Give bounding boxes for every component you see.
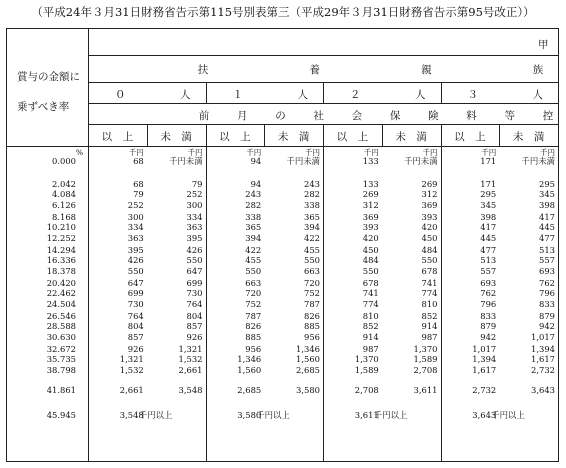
bracket-over: 269 xyxy=(362,189,379,200)
rate-value: 45.945 xyxy=(46,410,76,420)
page-title: （平成24年３月31日財務省告示第115号別表第三（平成29年３月31日財務省告示第95号改正）） xyxy=(31,5,535,19)
bracket-limit: 3,611 xyxy=(354,410,379,420)
bracket-over: 2,685 xyxy=(237,385,262,395)
bracket-limit: 171 xyxy=(480,156,497,166)
bracket-over: 914 xyxy=(362,331,379,342)
bracket-over: 338 xyxy=(245,212,262,222)
bracket-under: 796 xyxy=(539,288,555,299)
header-bottom-rule xyxy=(7,146,558,147)
bracket-over: 879 xyxy=(480,321,497,332)
rate-value: 22.462 xyxy=(46,288,76,299)
bracket-over: 422 xyxy=(245,245,262,255)
bracket-under: 826 xyxy=(304,311,320,321)
rate-value: 30.630 xyxy=(46,331,76,342)
bracket-under: 810 xyxy=(421,298,438,309)
bracket-over: 2,708 xyxy=(354,385,379,395)
bracket-label: 千円以上 xyxy=(373,410,408,420)
rate-value: 14.294 xyxy=(46,245,76,255)
bracket-under: 3,643 xyxy=(531,385,555,395)
bracket-under: 550 xyxy=(421,255,438,266)
bracket-under: 557 xyxy=(539,255,555,266)
bracket-under: 1,017 xyxy=(531,331,555,342)
dependents-heading: 養 xyxy=(309,64,320,76)
bracket-under: 395 xyxy=(186,232,203,243)
rate-value: 8.168 xyxy=(52,212,76,222)
bracket-over: 741 xyxy=(362,288,379,299)
rate-value: 10.210 xyxy=(46,222,76,233)
dependent-count: １ xyxy=(232,89,243,101)
bracket-under: 3,611 xyxy=(413,385,438,395)
bracket-over: 987 xyxy=(362,344,379,354)
bracket-under: 455 xyxy=(304,245,320,255)
bracket-over: 1,560 xyxy=(237,364,262,375)
bracket-over: 2,732 xyxy=(472,385,497,395)
thousand-yen-unit: 千円 xyxy=(128,148,144,157)
dependent-count: ０ xyxy=(115,89,126,101)
deduction-basis-heading: 前 xyxy=(198,110,210,122)
bracket-limit: 94 xyxy=(250,156,262,166)
bracket-over: 557 xyxy=(480,265,497,276)
bracket-limit: 3,548 xyxy=(119,410,144,420)
bracket-under: 852 xyxy=(421,311,438,321)
bracket-over: 513 xyxy=(480,255,497,266)
bracket-under: 857 xyxy=(186,321,203,332)
rate-value: 4.084 xyxy=(52,189,76,200)
dependent-count: ２ xyxy=(350,89,361,101)
bracket-over: 693 xyxy=(480,278,497,288)
bracket-over: 1,370 xyxy=(354,354,379,365)
dependents-heading: 扶 xyxy=(197,64,209,76)
bracket-over: 484 xyxy=(362,255,379,266)
bracket-over: 334 xyxy=(127,222,144,233)
bracket-over: 79 xyxy=(133,189,144,200)
column-group-label: 甲 xyxy=(538,39,549,51)
bracket-under: 1,617 xyxy=(531,354,555,365)
bracket-under: 741 xyxy=(421,278,438,288)
bracket-over: 68 xyxy=(133,179,144,189)
rate-value: 28.588 xyxy=(46,321,76,332)
bracket-limit: 3,643 xyxy=(472,410,497,420)
bracket-over: 833 xyxy=(480,311,497,321)
count-divider xyxy=(206,82,207,103)
bracket-under: 445 xyxy=(539,222,555,233)
thousand-yen-unit: 千円 xyxy=(363,148,379,157)
deduction-basis-heading: 保 xyxy=(389,110,401,122)
bracket-over: 826 xyxy=(245,321,262,332)
bracket-under: 762 xyxy=(539,278,555,288)
rate-value: 32.672 xyxy=(46,344,76,354)
header-rule xyxy=(88,55,558,56)
deduction-basis-heading: 料 xyxy=(466,110,477,122)
bracket-over: 787 xyxy=(245,311,262,321)
bracket-over: 252 xyxy=(127,199,144,210)
bracket-under: 926 xyxy=(186,331,203,342)
over-label: 以 上 xyxy=(219,131,251,143)
bracket-under: 365 xyxy=(304,212,320,222)
thousand-yen-unit: 千円 xyxy=(246,148,262,157)
bracket-under: 1,394 xyxy=(531,344,555,354)
bracket-under: 269 xyxy=(421,179,438,189)
bracket-under: 422 xyxy=(304,232,320,243)
bracket-under: 477 xyxy=(539,232,555,243)
bracket-over: 455 xyxy=(245,255,262,266)
bracket-over: 647 xyxy=(127,278,144,288)
dependents-heading: 族 xyxy=(532,64,544,76)
bracket-under: 282 xyxy=(304,189,320,200)
bracket-limit: 3,580 xyxy=(237,410,262,420)
rate-value: 41.861 xyxy=(46,385,76,395)
bracket-over: 550 xyxy=(362,265,379,276)
rate-value: 6.126 xyxy=(52,199,76,210)
tax-table xyxy=(6,28,559,462)
bracket-under: 338 xyxy=(304,199,320,210)
rate-value: 20.420 xyxy=(46,278,76,288)
dependent-count: ３ xyxy=(467,89,478,101)
bracket-under: 420 xyxy=(421,222,438,233)
bracket-over: 477 xyxy=(480,245,497,255)
bracket-under: 295 xyxy=(539,179,555,189)
bracket-under: 1,346 xyxy=(296,344,320,354)
bracket-limit: 133 xyxy=(362,156,379,166)
bracket-label: 千円未満 xyxy=(286,156,320,166)
bracket-over: 345 xyxy=(480,199,497,210)
over-label: 以 上 xyxy=(336,131,369,143)
bracket-label: 千円未満 xyxy=(404,156,438,166)
bracket-over: 663 xyxy=(245,278,262,288)
bracket-under: 678 xyxy=(421,265,438,276)
under-label: 未 満 xyxy=(160,131,192,143)
bracket-over: 365 xyxy=(245,222,262,233)
bracket-over: 942 xyxy=(480,331,497,342)
bracket-under: 663 xyxy=(304,265,320,276)
bracket-under: 550 xyxy=(186,255,203,266)
bracket-label: 千円以上 xyxy=(256,410,290,420)
rate-value: 12.252 xyxy=(46,232,76,243)
deduction-basis-heading: 控 xyxy=(542,110,554,122)
rate-value: 16.336 xyxy=(46,255,76,266)
bracket-under: 484 xyxy=(421,245,438,255)
bracket-over: 956 xyxy=(245,344,262,354)
bracket-over: 764 xyxy=(127,311,144,321)
bracket-over: 295 xyxy=(480,189,497,200)
bracket-under: 363 xyxy=(186,222,203,233)
rate-value: 18.378 xyxy=(46,265,76,276)
bracket-under: 550 xyxy=(304,255,320,266)
bracket-over: 885 xyxy=(245,331,262,342)
bracket-under: 879 xyxy=(539,311,555,321)
bracket-under: 252 xyxy=(186,189,203,200)
bracket-over: 1,017 xyxy=(472,344,497,354)
bracket-under: 833 xyxy=(539,298,555,309)
bracket-under: 1,532 xyxy=(178,354,203,365)
bracket-over: 398 xyxy=(480,212,497,222)
bracket-under: 804 xyxy=(186,311,203,321)
bracket-under: 450 xyxy=(421,232,438,243)
bracket-under: 942 xyxy=(539,321,555,332)
bracket-under: 1,370 xyxy=(413,344,438,354)
bracket-over: 395 xyxy=(127,245,144,255)
bracket-under: 2,685 xyxy=(296,364,320,375)
bracket-limit: 68 xyxy=(133,156,144,166)
bracket-under: 312 xyxy=(421,189,438,200)
bracket-over: 796 xyxy=(480,298,497,309)
bracket-over: 445 xyxy=(480,232,497,243)
bracket-over: 1,346 xyxy=(237,354,262,365)
bracket-over: 282 xyxy=(245,199,262,210)
deduction-basis-heading: 険 xyxy=(428,110,439,122)
row-label-line1: 賞与の金額に xyxy=(17,71,80,83)
bracket-label: 千円未満 xyxy=(169,156,203,166)
header-rule xyxy=(88,103,558,104)
deduction-basis-heading: の xyxy=(275,110,286,122)
bracket-over: 926 xyxy=(127,344,144,354)
percent-unit: % xyxy=(76,148,84,157)
bracket-under: 720 xyxy=(304,278,320,288)
row-label-line2: 乗ずべき率 xyxy=(17,101,70,113)
dependent-count-unit: 人 xyxy=(532,89,543,101)
bracket-over: 1,394 xyxy=(472,354,497,365)
bracket-under: 394 xyxy=(304,222,320,233)
bracket-label: 千円以上 xyxy=(491,410,525,420)
bracket-over: 171 xyxy=(480,179,497,189)
bracket-over: 730 xyxy=(127,298,144,309)
rate-value: 35.735 xyxy=(46,354,76,365)
bracket-over: 752 xyxy=(245,298,262,309)
bracket-over: 1,321 xyxy=(119,354,144,365)
dependent-count-unit: 人 xyxy=(297,89,308,101)
thousand-yen-unit: 千円 xyxy=(481,148,497,157)
bracket-over: 550 xyxy=(127,265,144,276)
bracket-under: 513 xyxy=(539,245,555,255)
bracket-over: 1,589 xyxy=(354,364,379,375)
bracket-under: 2,661 xyxy=(178,364,203,375)
bracket-over: 678 xyxy=(362,278,379,288)
bracket-under: 647 xyxy=(186,265,203,276)
thousand-yen-unit: 千円 xyxy=(540,148,555,157)
under-label: 未 満 xyxy=(395,131,427,143)
over-label: 以 上 xyxy=(454,131,486,143)
bracket-over: 810 xyxy=(362,311,379,321)
bracket-over: 393 xyxy=(362,222,379,233)
bracket-under: 699 xyxy=(186,278,203,288)
count-divider xyxy=(441,82,442,103)
deduction-basis-heading: 社 xyxy=(313,110,324,122)
bracket-over: 857 xyxy=(127,331,144,342)
bracket-under: 393 xyxy=(421,212,438,222)
bracket-over: 394 xyxy=(245,232,262,243)
bracket-under: 730 xyxy=(186,288,203,299)
bracket-over: 420 xyxy=(362,232,379,243)
bracket-under: 787 xyxy=(304,298,320,309)
bracket-over: 94 xyxy=(250,179,262,189)
bracket-under: 345 xyxy=(539,189,555,200)
bracket-under: 369 xyxy=(421,199,438,210)
bracket-under: 752 xyxy=(304,288,320,299)
bracket-over: 2,661 xyxy=(119,385,144,395)
thousand-yen-unit: 千円 xyxy=(187,148,203,157)
under-label: 未 満 xyxy=(512,131,545,143)
rate-value: 24.504 xyxy=(46,298,76,309)
bracket-under: 1,560 xyxy=(296,354,320,365)
bracket-over: 774 xyxy=(362,298,379,309)
dependent-count-unit: 人 xyxy=(180,89,191,101)
deduction-basis-heading: 等 xyxy=(504,110,516,122)
bracket-over: 762 xyxy=(480,288,497,299)
bracket-under: 774 xyxy=(421,288,438,299)
bracket-under: 885 xyxy=(304,321,320,332)
bracket-under: 243 xyxy=(304,179,320,189)
bracket-under: 426 xyxy=(186,245,203,255)
bracket-under: 2,732 xyxy=(531,364,555,375)
bracket-over: 720 xyxy=(245,288,262,299)
bracket-under: 3,548 xyxy=(178,385,203,395)
bracket-under: 1,589 xyxy=(413,354,438,365)
thousand-yen-unit: 千円 xyxy=(422,148,438,157)
bracket-over: 426 xyxy=(127,255,144,266)
bracket-over: 1,617 xyxy=(472,364,497,375)
bracket-under: 2,708 xyxy=(413,364,438,375)
bracket-over: 550 xyxy=(245,265,262,276)
rate-value: 0.000 xyxy=(52,156,76,166)
deduction-basis-heading: 月 xyxy=(236,110,248,122)
bracket-label: 千円以上 xyxy=(138,410,173,420)
bracket-over: 450 xyxy=(362,245,379,255)
rate-value: 2.042 xyxy=(52,179,76,189)
bracket-under: 764 xyxy=(186,298,203,309)
thousand-yen-unit: 千円 xyxy=(305,148,320,157)
bracket-under: 956 xyxy=(304,331,320,342)
bracket-under: 300 xyxy=(186,199,203,210)
deduction-basis-heading: 会 xyxy=(351,110,363,122)
dependent-count-unit: 人 xyxy=(415,89,426,101)
dependents-heading: 親 xyxy=(421,64,432,76)
over-label: 以 上 xyxy=(101,131,134,143)
bracket-under: 987 xyxy=(421,331,438,342)
bracket-over: 243 xyxy=(245,189,262,200)
bracket-under: 1,321 xyxy=(178,344,203,354)
bracket-over: 312 xyxy=(362,199,379,210)
rate-value: 26.546 xyxy=(46,311,76,321)
under-label: 未 満 xyxy=(277,131,310,143)
bracket-over: 852 xyxy=(362,321,379,332)
bracket-over: 363 xyxy=(127,232,144,243)
bracket-over: 417 xyxy=(480,222,497,233)
bracket-under: 3,580 xyxy=(296,385,320,395)
bracket-under: 693 xyxy=(539,265,555,276)
bracket-under: 914 xyxy=(421,321,438,332)
rate-value: 38.798 xyxy=(46,364,76,375)
bracket-over: 699 xyxy=(127,288,144,299)
bracket-label: 千円未満 xyxy=(521,156,555,166)
bracket-over: 1,532 xyxy=(119,364,144,375)
bracket-over: 133 xyxy=(362,179,379,189)
bracket-under: 398 xyxy=(539,199,555,210)
count-divider xyxy=(323,82,324,103)
bracket-over: 300 xyxy=(127,212,144,222)
bracket-over: 804 xyxy=(127,321,144,332)
bracket-under: 334 xyxy=(186,212,203,222)
bracket-over: 369 xyxy=(362,212,379,222)
bracket-under: 79 xyxy=(191,179,203,189)
bracket-under: 417 xyxy=(539,212,555,222)
